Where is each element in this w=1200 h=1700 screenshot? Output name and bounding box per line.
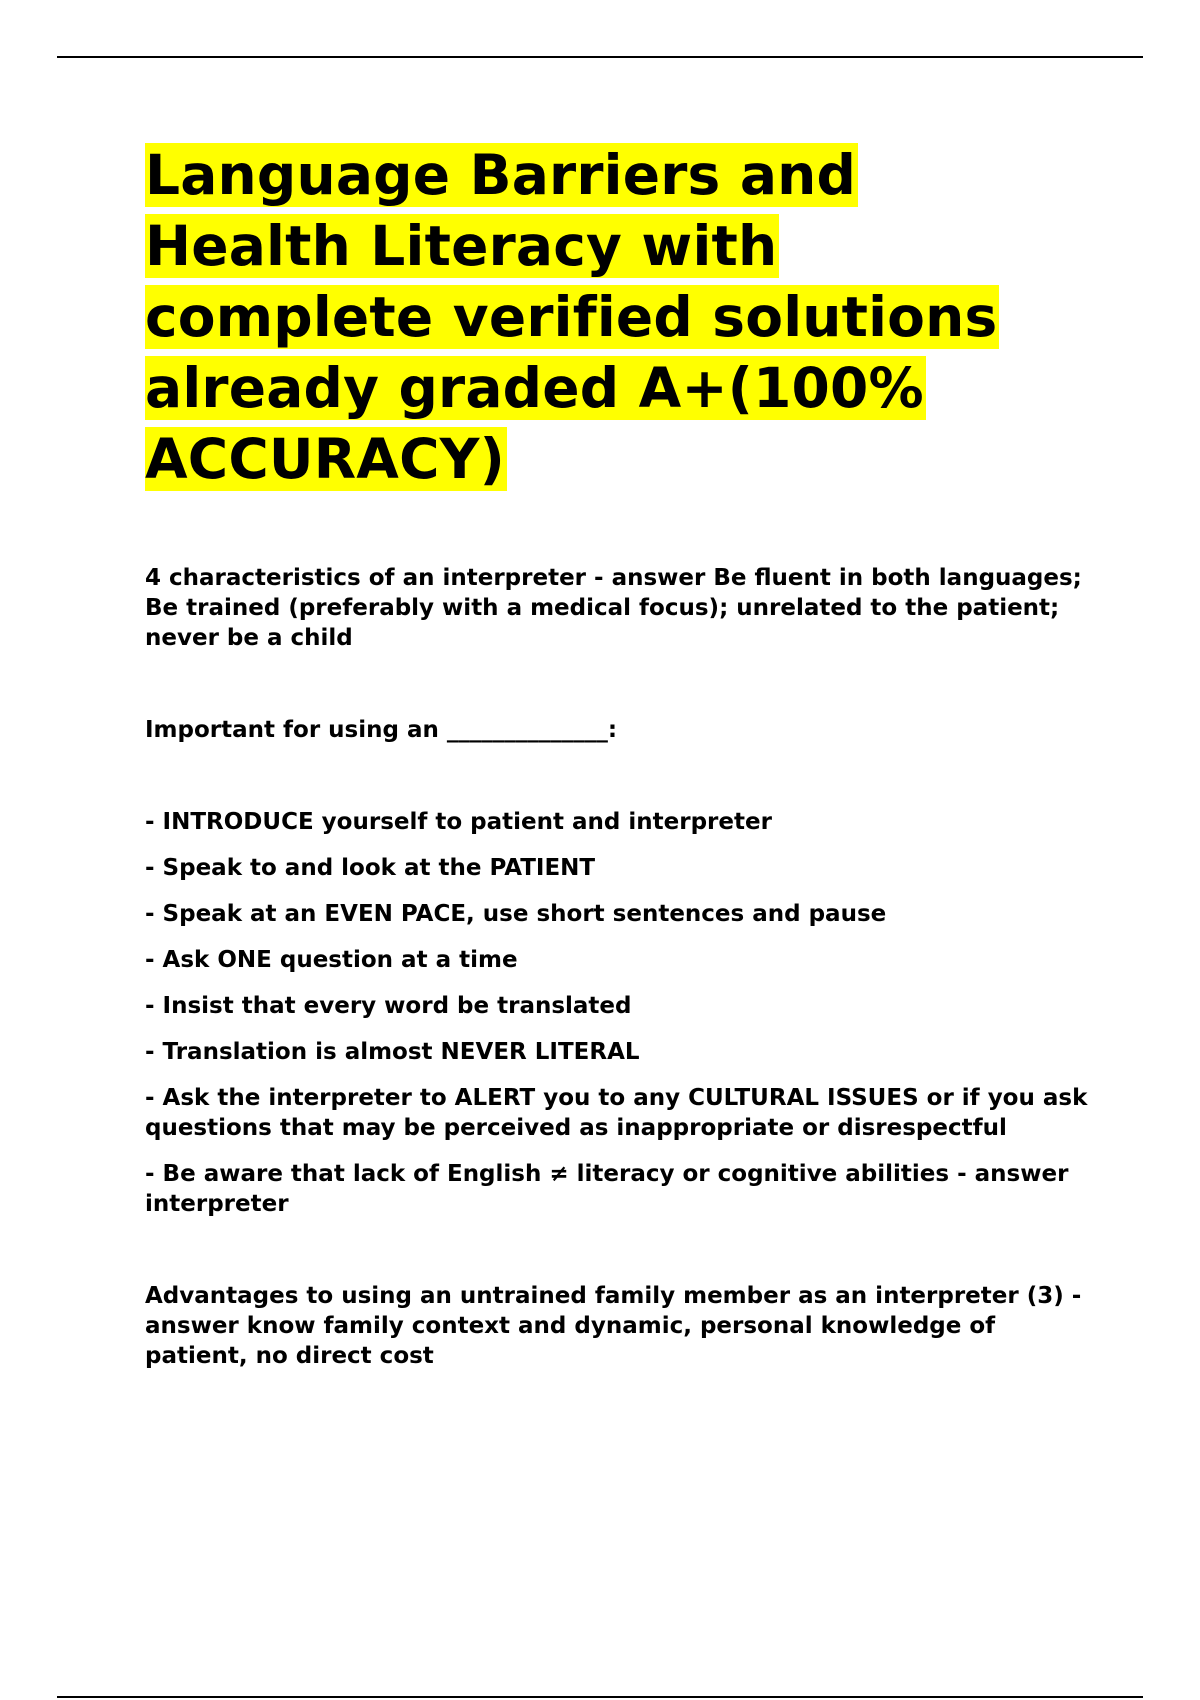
bullet-list	[145, 807, 1095, 1219]
list-item: - Be aware that lack of English ≠ literacy or cognitive abilities - answer interpreter	[145, 1161, 1069, 1217]
list-item: - Speak at an EVEN PACE, use short sentences and pause	[145, 901, 887, 927]
title-line: ACCURACY)	[145, 427, 505, 491]
title-line: complete verified solutions	[145, 285, 998, 349]
title-line: Health Literacy with	[145, 214, 778, 278]
list-item: - Ask the interpreter to ALERT you to any CULTURAL ISSUES or if you ask questions that may be perceived as inappropriate or disrespectful	[145, 1085, 1088, 1141]
footer-rule	[57, 1696, 1143, 1698]
document-title	[145, 140, 1095, 495]
list-item: - Ask ONE question at a time	[145, 947, 518, 973]
list-item: - Insist that every word be translated	[145, 993, 632, 1019]
title-line: Language Barriers and	[145, 143, 857, 207]
qa-advantages: Advantages to using an untrained family member as an interpreter (3) - answer know family context and dynamic, personal knowledge of patient, no direct cost	[145, 1283, 1082, 1369]
list-item: - Speak to and look at the PATIENT	[145, 855, 596, 881]
qa-characteristics: 4 characteristics of an interpreter - answer Be fluent in both languages; Be trained (preferably with a medical focus); unrelated to the patient; never be a child	[145, 565, 1082, 651]
title-line: already graded A+(100%	[145, 356, 924, 420]
list-item: - INTRODUCE yourself to patient and interpreter	[145, 809, 772, 835]
list-item: - Translation is almost NEVER LITERAL	[145, 1039, 640, 1065]
document-body	[145, 140, 1095, 1371]
qa-important-heading: Important for using an ______________:	[145, 717, 618, 743]
header-rule	[57, 56, 1143, 58]
